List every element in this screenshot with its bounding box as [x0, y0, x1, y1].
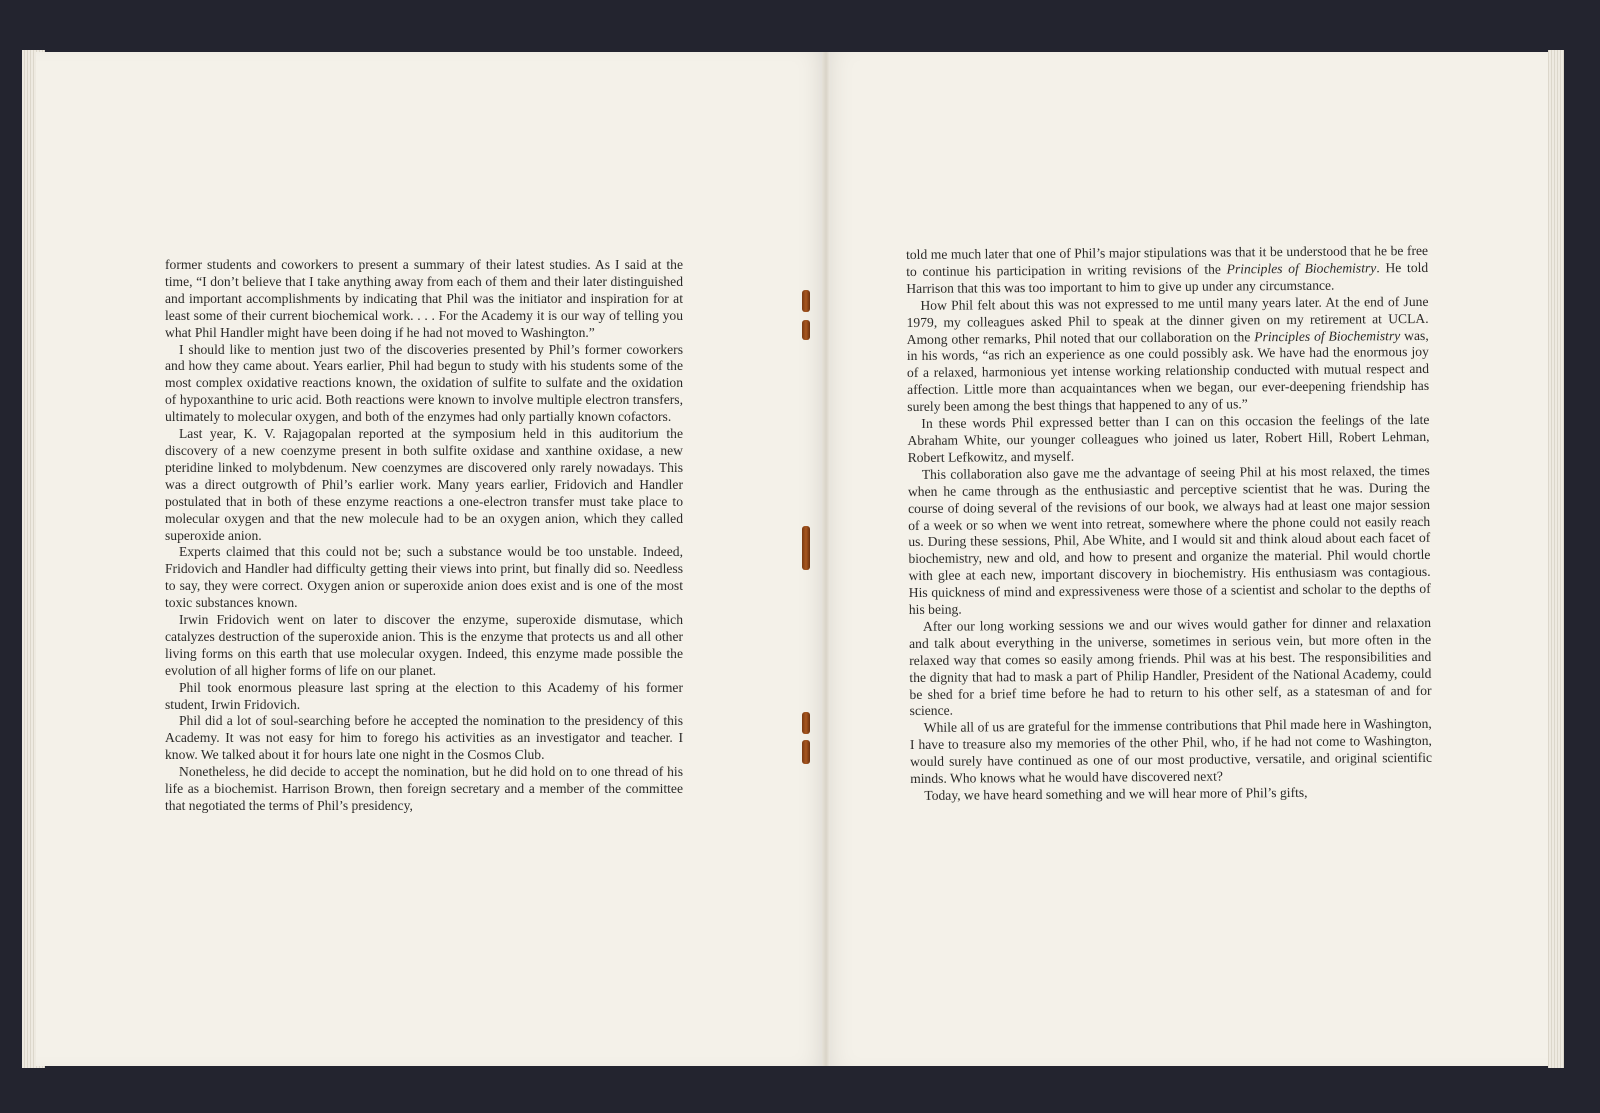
paragraph: This collaboration also gave me the advantage of seeing Phil at his most relaxed, the times when he came through as the enthusiastic and perceptive scientist that he was. During the course of doing several of the revisions of our book, we always had at least one major session of a week or so when we went into retreat, somewhere where the phone could not easily reach us. During these sessions, Phil, Abe White, and I would sit and think aloud about each facet of biochemistry, new and old, and how to present and organize the material. Phil would chortle with glee at each new, important discovery in biochemistry. His enthusiasm was contagious. His quickness of mind and expressiveness were those of a scientist and scholar to the depths of his being. [907, 462, 1431, 618]
paragraph [906, 243, 1428, 298]
paragraph [906, 294, 1429, 416]
paragraph: Last year, K. V. Rajagopalan reported at the symposium held in this auditorium the discovery of a new coenzyme present in both sulfite oxidase and xanthine oxidase, a new pteridine linked to molybdenum. New coenzymes are discovered only rarely nowadays. This was a direct outgrowth of Phil’s earlier work. Many years earlier, Fridovich and Handler postulated that in both of these enzyme reactions a one-electron transfer must take place to molecular oxygen and that the new molecule had to be an oxygen anion, which they called superoxide anion. [165, 426, 683, 543]
paragraph: Nonetheless, he did decide to accept the nomination, but he did hold on to one thread of his life as a biochemist. Harrison Brown, then foreign secretary and a member of the committee that negotiated the terms of Phil’s presidency, [165, 764, 683, 813]
paragraph: While all of us are grateful for the immense contributions that Phil made here in Washington, I have to treasure also my memories of the other Phil, who, if he had not come to Washington, would surely have continued as one of our most productive, versatile, and original scientific minds. Who knows what he would have discovered next? [909, 716, 1433, 787]
binding-stitch [802, 740, 810, 764]
paragraph: I should like to mention just two of the discoveries presented by Phil’s former coworkers and how they came about. Years earlier, Phil had begun to study with his students some of the most complex oxidative reactions known, the oxidation of sulfite to sulfate and the oxidation of hypoxanthine to uric acid. Both reactions were known to involve multiple electron transfers, ultimately to molecular oxygen, and both of the enzymes had only partially known cofactors. [165, 341, 683, 425]
book-title: Principles of Biochemistry [1226, 260, 1377, 277]
paragraph: Experts claimed that this could not be; such a substance would be too unstable. Indeed, Fridovich and Handler had difficulty getting their views into print, but finally did so. Needless to say, they were correct. Oxygen anion or superoxide anion does exist and is one of the most toxic substances known. [165, 544, 683, 611]
paragraph: In these words Phil expressed better than I can on this occasion the feelings of the late Abraham White, our younger colleagues who joined us later, Robert Hill, Robert Lehman, Robert Lefkowitz, and myself. [907, 411, 1430, 465]
binding-stitch [802, 290, 810, 312]
open-booklet [22, 42, 1564, 1082]
left-page-text [165, 257, 683, 815]
text-run: . He told Harrison that this was too important to him to give up under any circumstance. [906, 259, 1429, 296]
paragraph: Irwin Fridovich went on later to discover the enzyme, superoxide dismutase, which catalyzes destruction of the superoxide anion. This is the enzyme that protects us and all other living forms on this earth that use molecular oxygen. Indeed, this enzyme made possible the evolution of all higher forms of life on our planet. [165, 612, 683, 678]
paragraph: former students and coworkers to present a summary of their latest studies. As I said at the time, “I don’t believe that I take anything away from each of them and their later distinguished and important accomplishments by indicating that Phil was the initiator and inspiration for at least some of their current biochemical work. . . . For the Academy it is our way of telling you what Phil Handler might have been doing if he had not moved to Washington.” [165, 257, 683, 340]
paragraph: After our long working sessions we and our wives would gather for dinner and relaxation and talk about everything in the universe, sometimes in serious vein, but more often in the relaxed way that comes so easily among friends. Phil was at his best. The responsibilities and the dignity that had to mask a part of Philip Handler, President of the National Academy, could be shed for a brief time before he had to return to his other self, as a statesman of and for science. [909, 614, 1432, 719]
binding-stitch [802, 320, 810, 340]
paragraph: Phil took enormous pleasure last spring at the election to this Academy of his former student, Irwin Fridovich. [165, 679, 683, 712]
text-run: told me much later that one of Phil’s major stipulations was that it be understood that he be free to continue his participation in writing revisions of the [906, 242, 1429, 279]
text-run: was, in his words, “as rich an experience as one could possibly ask. We have had the enormous joy of a relaxed, harmonious yet intense working relationship conducted with mutual respect and affection. Little more than acquaintances when we began, our ever-deepening friendship has surely been among the best things that happened to any of us.” [906, 327, 1430, 415]
paragraph: Phil did a lot of soul-searching before he accepted the nomination to the presidency of this Academy. It was not easy for him to forego his activities as an investigator and teacher. I know. We talked about it for hours late one night in the Cosmos Club. [165, 713, 683, 763]
right-page-text [906, 243, 1432, 805]
binding-stitch [802, 712, 810, 734]
paragraph: Today, we have heard something and we will hear more of Phil’s gifts, [924, 784, 1308, 803]
book-title: Principles of Biochemistry [1254, 327, 1401, 344]
binding-gutter [822, 52, 830, 1066]
binding-stitch [802, 526, 810, 570]
text-run: How Phil felt about this was not expressed to me until many years later. At the end of June 1979, my colleagues asked Phil to speak at the dinner given on my retirement at UCLA. Among other remarks, Phil noted that our collaboration on the [906, 293, 1429, 347]
page-stack-right-edge [1548, 50, 1564, 1068]
